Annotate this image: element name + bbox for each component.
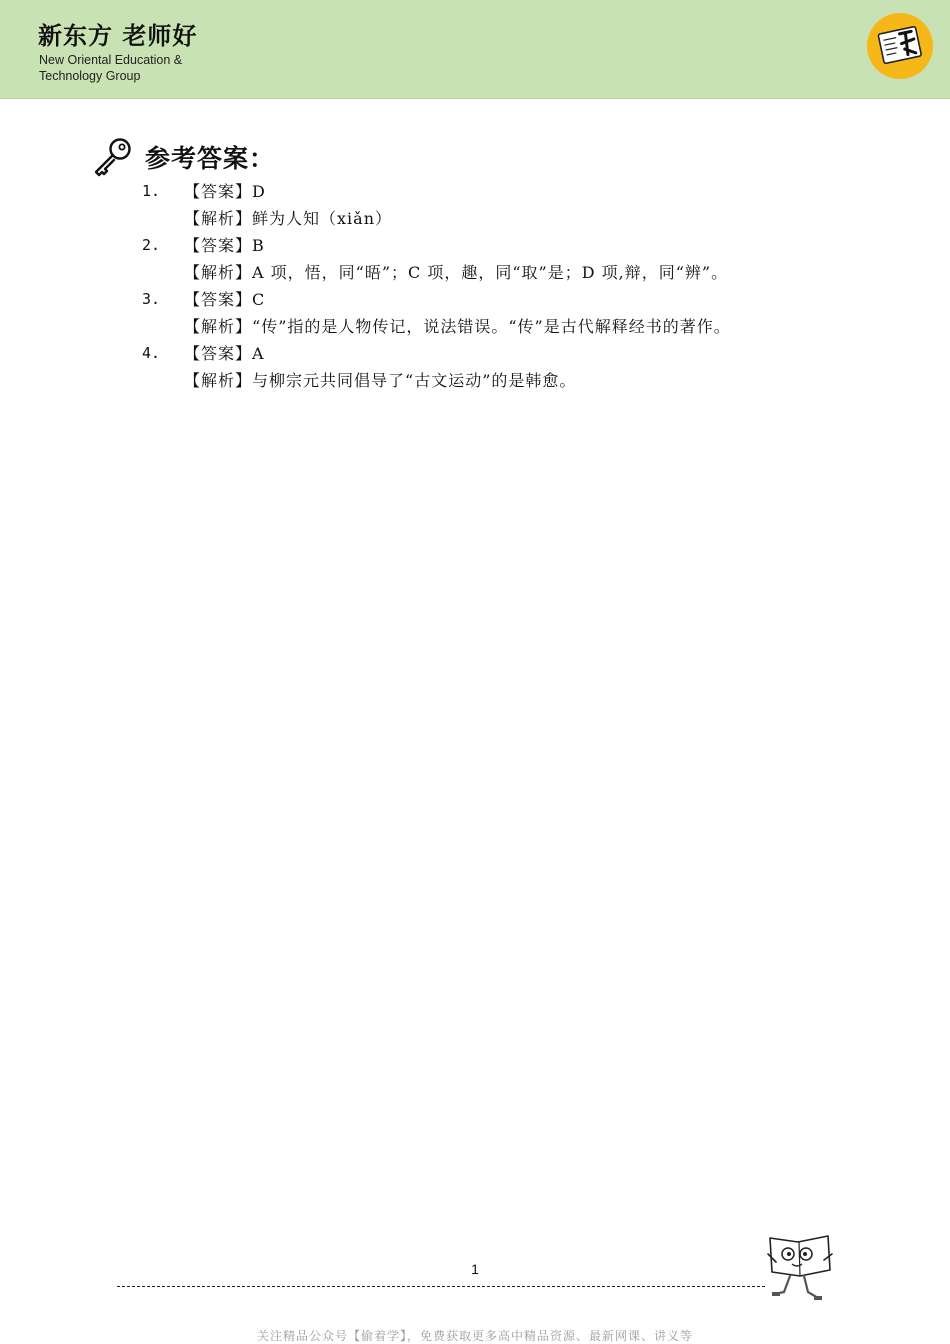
page-number: 1 — [471, 1261, 479, 1277]
analysis-line — [142, 313, 902, 340]
item-number: 3. — [142, 290, 161, 308]
brand-en-line1: New Oriental Education & — [39, 53, 183, 67]
item-number: 4. — [142, 344, 161, 362]
study-badge-icon — [866, 12, 934, 80]
analysis-text: 鲜为人知（xiǎn） — [252, 209, 393, 228]
answers-heading — [90, 134, 275, 180]
answer-tag: 【答案】 — [184, 290, 253, 309]
item-number: 1. — [142, 182, 161, 200]
answer-value: B — [252, 236, 265, 255]
analysis-tag: 【解析】 — [184, 317, 253, 336]
analysis-line — [142, 367, 902, 394]
answer-item — [142, 340, 902, 394]
answer-tag: 【答案】 — [184, 182, 253, 201]
analysis-line — [142, 205, 902, 232]
answer-value: A — [252, 344, 265, 363]
answer-line — [142, 286, 902, 313]
analysis-tag: 【解析】 — [184, 263, 253, 282]
item-number: 2. — [142, 236, 161, 254]
answer-tag: 【答案】 — [184, 344, 253, 363]
brand-name-cn: 新东方 老师好 — [38, 22, 198, 50]
answer-tag: 【答案】 — [184, 236, 253, 255]
key-icon — [90, 134, 136, 180]
answers-title: 参考答案： — [145, 144, 276, 173]
footer-note: 关注精品公众号【偷着学】，免费获取更多高中精品资源、最新网课、讲义等 — [256, 1329, 693, 1343]
analysis-tag: 【解析】 — [184, 371, 253, 390]
page-header — [0, 0, 950, 99]
analysis-text: A 项，悟，同“晤”；C 项，趣，同“取”是；D 项,辩，同“辨”。 — [252, 263, 729, 282]
answer-item — [142, 232, 902, 286]
answer-item — [142, 178, 902, 232]
answer-line — [142, 178, 902, 205]
analysis-text: “传”指的是人物传记，说法错误。“传”是古代解释经书的著作。 — [252, 317, 731, 336]
answer-value: D — [252, 182, 266, 201]
book-mascot-icon — [762, 1232, 836, 1318]
brand-en-line2: Technology Group — [39, 69, 141, 83]
footer-divider — [117, 1286, 765, 1287]
analysis-tag: 【解析】 — [184, 209, 253, 228]
answer-item — [142, 286, 902, 340]
answers-list — [142, 178, 902, 394]
analysis-line — [142, 259, 902, 286]
brand-name-en — [39, 52, 239, 84]
answer-line — [142, 232, 902, 259]
answer-line — [142, 340, 902, 367]
answer-value: C — [252, 290, 266, 309]
analysis-text: 与柳宗元共同倡导了“古文运动”的是韩愈。 — [252, 371, 577, 390]
